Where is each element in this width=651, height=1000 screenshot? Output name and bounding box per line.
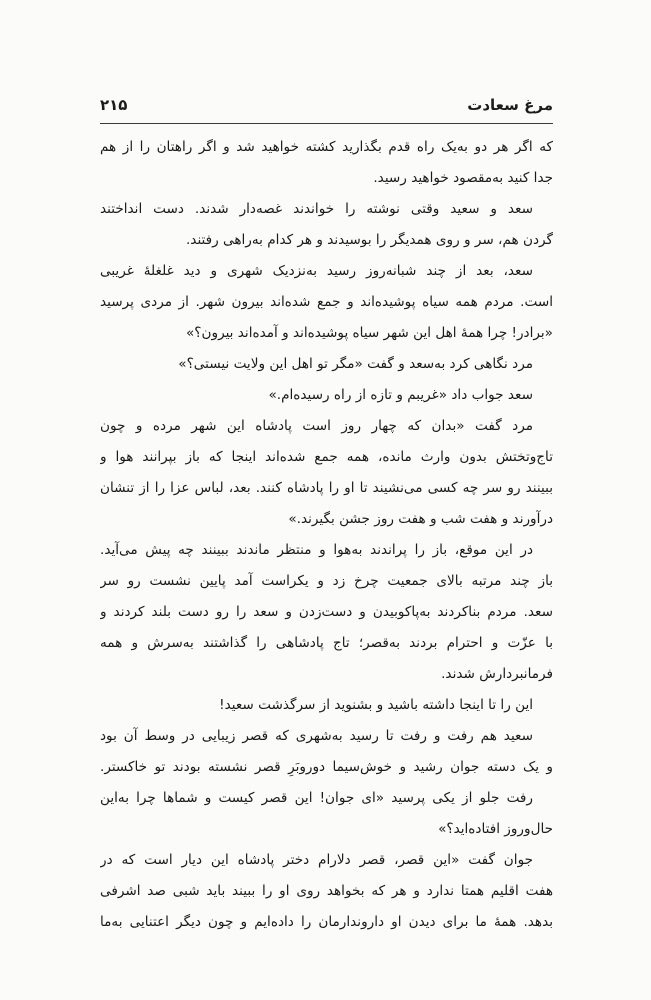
text-line: سعد، بعد از چند شبانه‌روز رسید به‌نزدیک شهری و دید غلغلهٔ غریبی bbox=[100, 263, 533, 279]
text-line: با عزّت و احترام بردند به‌قصر؛ تاج پادشاهی را گذاشتند به‌سرش و همه bbox=[100, 635, 553, 651]
text-line: در این موقع، باز را پراندند به‌هوا و منتظر ماندند ببینند چه پیش می‌آید. bbox=[100, 542, 533, 558]
body-text bbox=[100, 132, 553, 938]
text-line: رفت جلو از یکی پرسید «ای جوان! این قصر کیست و شماها چرا به‌این bbox=[100, 790, 533, 806]
text-line: است. مردم همه سیاه پوشیده‌اند و جمع شده‌اند بیرون شهر. از مردی پرسید bbox=[100, 294, 553, 310]
text-line: ببینند رو سر چه کسی می‌نشیند تا او را پادشاه کنند. بعد، لباس عزا را از تنشان bbox=[100, 480, 553, 496]
running-head: مرغ سعادت bbox=[467, 96, 553, 114]
text-line: سعد و سعید وقتی نوشته را خواندند غصه‌دار شدند. دست انداختند bbox=[100, 201, 533, 217]
text-line: جدا کنید به‌مقصود خواهید رسید. bbox=[373, 170, 553, 186]
text-line: باز چند مرتبه بالای جمعیت چرخ زد و یکراست آمد پایین نشست رو سر bbox=[100, 573, 553, 589]
text-line: سعید هم رفت و رفت تا رسید به‌شهری که قصر زیبایی در وسط آن بود bbox=[100, 728, 533, 744]
page-header bbox=[100, 96, 553, 118]
text-line: درآورند و هفت شب و هفت روز جشن بگیرند.» bbox=[288, 511, 553, 527]
text-line: که اگر هر دو به‌یک راه قدم بگذارید کشته خواهید شد و اگر راهتان را از هم bbox=[100, 139, 553, 155]
text-line: «برادر! چرا همهٔ اهل این شهر سیاه پوشیده‌اند و آمده‌اند بیرون؟» bbox=[185, 325, 553, 341]
text-line: تاج‌وتختش بدون وارث مانده، همه جمع شده‌اند اینجا که باز بپرانند هوا و bbox=[100, 449, 553, 465]
text-line: سعد جواب داد «غریبم و تازه از راه رسیده‌ام.» bbox=[268, 387, 533, 403]
text-line: حال‌وروز افتاده‌اید؟» bbox=[438, 821, 553, 837]
text-line: مرد نگاهی کرد به‌سعد و گفت «مگر تو اهل این ولایت نیستی؟» bbox=[178, 356, 533, 372]
text-line: بدهد. همهٔ ما برای دیدن او داروندارمان را داده‌ایم و چون دیگر اعتنایی به‌ما bbox=[100, 914, 553, 930]
text-line: مرد گفت «بدان که چهار روز است پادشاه این شهر مرده و چون bbox=[100, 418, 533, 434]
text-line: جوان گفت «این قصر، قصر دلارام دختر پادشاه این دیار است که در bbox=[100, 852, 533, 868]
header-rule bbox=[100, 123, 553, 124]
text-line: هفت اقلیم همتا ندارد و هر که بخواهد روی او را ببیند باید شبی صد اشرفی bbox=[100, 883, 553, 899]
page-number: ۲۱۵ bbox=[100, 96, 128, 114]
text-line: و یک دسته جوان رشید و خوش‌سیما دوروبَرِ قصر نشسته بودند تو خاکستر. bbox=[100, 759, 553, 775]
text-line: این را تا اینجا داشته باشید و بشنوید از سرگذشت سعید! bbox=[219, 697, 533, 713]
text-line: گردن هم، سر و روی همدیگر را بوسیدند و هر کدام به‌راهی رفتند. bbox=[185, 232, 553, 248]
text-line: سعد. مردم بناکردند به‌پاکوبیدن و دست‌زدن و سعد را رو دست بلند کردند و bbox=[100, 604, 553, 620]
text-line: فرمانبردارش شدند. bbox=[441, 666, 553, 682]
